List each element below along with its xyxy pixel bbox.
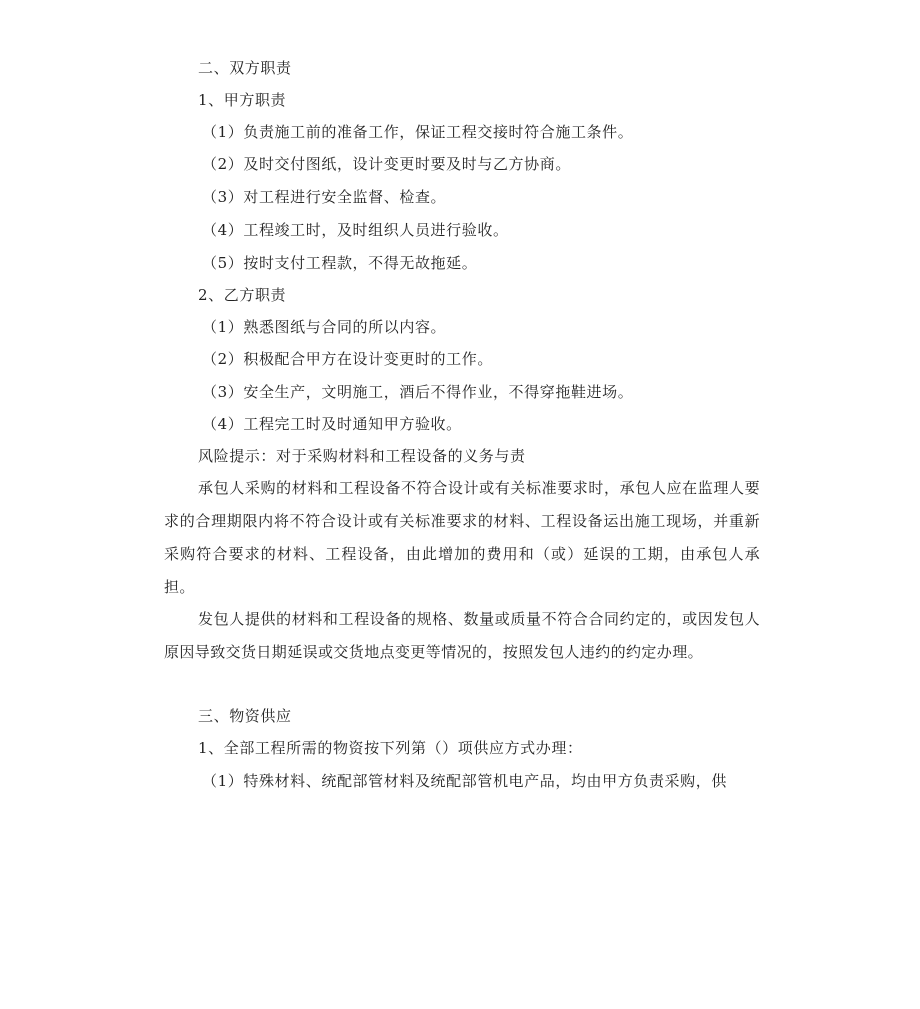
risk-paragraph-1: 承包人采购的材料和工程设备不符合设计或有关标准要求时，承包人应在监理人要求的合理期限内将不符合设计或有关标准要求的材料、工程设备运出施工现场，并重新采购符合要求的材料、工程设备，由此增加的费用和（或）延误的工期，由承包人承担。	[164, 479, 760, 596]
party-a-item-4: （4）工程竣工时，及时组织人员进行验收。	[202, 221, 509, 239]
section-title-responsibilities: 二、双方职责	[198, 59, 292, 77]
risk-title: 风险提示：对于采购材料和工程设备的义务与责	[198, 447, 526, 465]
party-b-item-3: （3）安全生产，文明施工，酒后不得作业，不得穿拖鞋进场。	[202, 383, 634, 401]
party-b-title: 2、乙方职责	[198, 286, 287, 304]
party-a-title: 1、甲方职责	[198, 91, 287, 109]
party-a-item-1: （1）负责施工前的准备工作，保证工程交接时符合施工条件。	[202, 123, 634, 141]
party-b-item-4: （4）工程完工时及时通知甲方验收。	[202, 415, 462, 433]
party-b-item-1: （1）熟悉图纸与合同的所以内容。	[202, 318, 447, 336]
supply-sub-item-1: （1）特殊材料、统配部管材料及统配部管机电产品，均由甲方负责采购，供	[202, 772, 727, 790]
section-title-supply: 三、物资供应	[198, 707, 292, 725]
party-a-item-5: （5）按时支付工程款，不得无故拖延。	[202, 254, 478, 272]
supply-item-1: 1、全部工程所需的物资按下列第（）项供应方式办理：	[198, 739, 583, 757]
party-a-item-3: （3）对工程进行安全监督、检查。	[202, 188, 447, 206]
party-a-item-2: （2）及时交付图纸，设计变更时要及时与乙方协商。	[202, 155, 571, 173]
party-b-item-2: （2）积极配合甲方在设计变更时的工作。	[202, 350, 493, 368]
risk-paragraph-2: 发包人提供的材料和工程设备的规格、数量或质量不符合合同约定的，或因发包人原因导致交货日期延误或交货地点变更等情况的，按照发包人违约的约定办理。	[164, 610, 760, 661]
